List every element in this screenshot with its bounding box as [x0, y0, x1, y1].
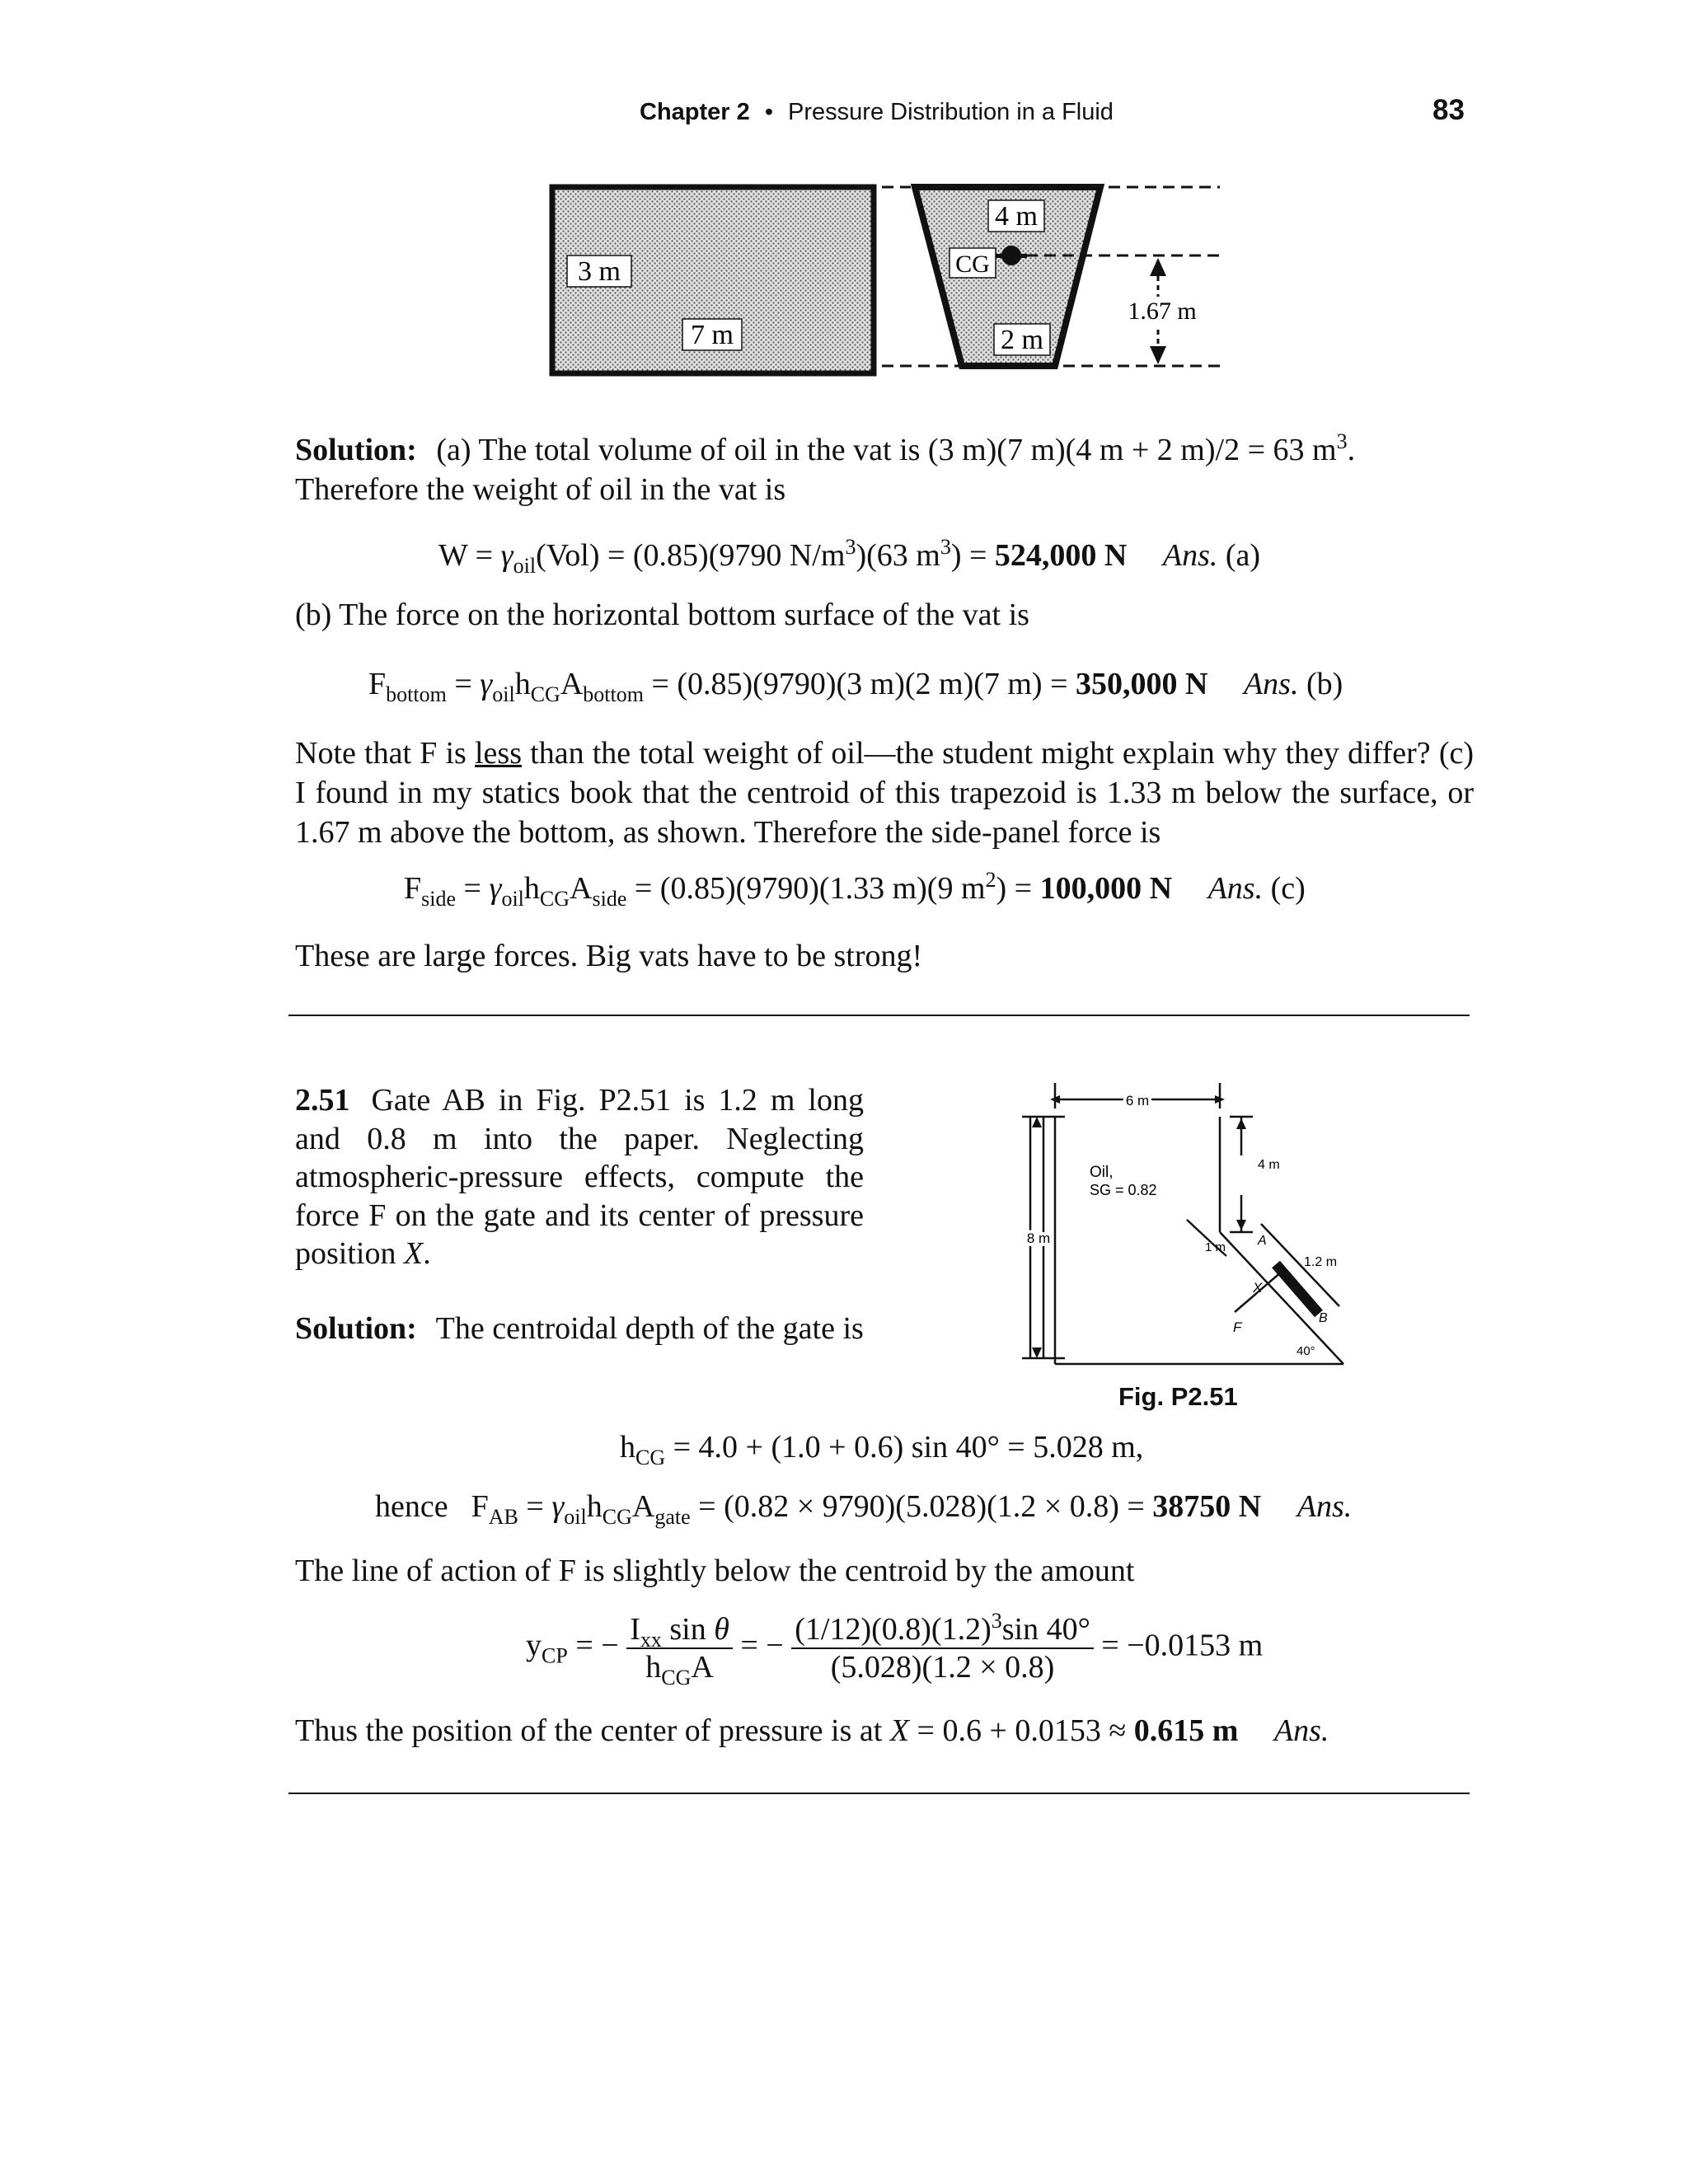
chapter-label: Chapter 2	[640, 99, 750, 125]
solution-a-line1: (a) The total volume of oil in the vat is (3 m)(7 m)(4 m + 2 m)/2 = 63 m	[436, 433, 1337, 467]
point-a-label: A	[1258, 1234, 1267, 1248]
equation-ycp: $y_{CP}$ = − $\frac{I_{xx} \sin \theta}{h_{CG}A}$ = − $\frac{(1/12)(0.8)(1.2)^3\sin 40^\circ}{(5.028)(1.2 \times 0.8)}$ = −0.0153 m	[526, 1609, 1264, 1690]
cg-height-label: 1.67 m	[1128, 298, 1197, 325]
conclusion-line: Thus the position of the center of pressure is at X = 0.6 + 0.0153 ≈ 0.615 m Ans.	[295, 1713, 1329, 1748]
point-b-label: B	[1319, 1311, 1328, 1325]
fluid-label: Oil,	[1090, 1164, 1114, 1181]
running-header	[640, 96, 1114, 129]
gate-length-label: 1.2 m	[1304, 1255, 1338, 1269]
figure-caption: Fig. P2.51	[1118, 1382, 1238, 1411]
answer-center-of-pressure: 0.615 m	[1133, 1713, 1239, 1748]
part-b-text: (b) The force on the horizontal bottom surface of the vat is	[295, 598, 1029, 632]
fraction-ixx: $\frac{I_{xx} \sin \theta}{h_{CG}A}$	[626, 1611, 733, 1685]
force-label: F	[1233, 1319, 1242, 1335]
line-of-action-text: The line of action of F is slightly below the centroid by the amount	[295, 1554, 1135, 1588]
equation-weight: $W = \gamma_{oil}(Vol) = (0.85)(9790$ $N/m^3)(63$ $m^3) = 524,000$ N Ans. (a)	[438, 535, 1261, 578]
problem-251-statement: 2.51 Gate AB in Fig. P2.51 is 1.2 m long and 0.8 m into the paper. Neglecting atmospheric-pressure effects, compute the force F on the gate and its center of pressure position X.	[295, 1083, 864, 1271]
gate-height-label: 8 m	[1026, 1230, 1051, 1246]
solution-a-paragraph: Solution: (a) The total volume of oil in the vat is (3 m)(7 m)(4 m + 2 m)/2 = 63 $m^3$. Therefore the weight of oil in the vat is	[295, 429, 1356, 507]
note-paragraph: Note that F is less than the total weight of oil—the student might explain why they differ? (c) I found in my statics book that the centroid of this trapezoid is 1.33 m below the surface, or 1.67 m above the bottom, as shown. Therefore the side-panel force is	[295, 736, 1475, 850]
vat-figure	[540, 173, 1228, 383]
gate-depth-label: 4 m	[1258, 1158, 1280, 1172]
solution-251-heading: Solution:	[295, 1311, 417, 1346]
equation-bottom-force: $F_{bottom} = \gamma_{oil}h_{CG}A_{bottom} = (0.85)(9790)(3$ m)(2 m)(7 m) = 350,000 N Ans. (b)	[368, 667, 1343, 706]
solution-a-line2: Therefore the weight of oil in the vat is	[295, 472, 786, 507]
answer-bottom-force: 350,000 N	[1076, 667, 1208, 701]
underlined-less: less	[474, 736, 522, 771]
vat-top-width-label: 4 m	[995, 201, 1038, 232]
gate-width-label: 6 m	[1125, 1093, 1150, 1108]
problem-number: 2.51	[295, 1083, 350, 1118]
ycp-result: = −0.0153 m	[1093, 1628, 1264, 1663]
equation-fab: hence $F_{AB} = \gamma_{oil}h_{CG}A_{gate} = (0.82 \times 9790)(5.028)(1.2 \times 0.8) = 38750$ N Ans.	[375, 1489, 1353, 1529]
page-number: 83	[1432, 94, 1465, 126]
offset-label: 1 m	[1205, 1240, 1226, 1254]
vat-bottom-width-label: 2 m	[1001, 325, 1043, 355]
bottom-divider	[288, 1793, 1470, 1794]
solution-a-heading: Solution:	[295, 433, 417, 467]
answer-force-ab: 38750 N	[1152, 1489, 1262, 1524]
gate-figure	[1014, 1080, 1376, 1368]
sg-label: SG = 0.82	[1090, 1182, 1157, 1198]
equation-side-force: $F_{side} = \gamma_{oil}h_{CG}A_{side} = (0.85)(9790)(1.33$ m)(9 $m^2) = 100,000$ N Ans. (c)	[404, 868, 1306, 911]
problem-251-solution: Solution: The centroidal depth of the gate is	[295, 1311, 864, 1346]
answer-side-force: 100,000 N	[1039, 871, 1173, 906]
vat-width-label: 3 m	[578, 256, 621, 287]
header-bullet: •	[764, 99, 773, 125]
answer-weight: 524,000 N	[994, 538, 1128, 573]
part-c-text: (c) I found in my statics book that the centroid of this trapezoid is 1.33 m below the surface, or 1.67 m above the bottom, as shown. Therefore the side-panel force is	[295, 736, 1475, 850]
vat-length-label: 7 m	[691, 320, 734, 350]
closing-sentence: These are large forces. Big vats have to be strong!	[295, 939, 923, 973]
equation-hcg: $h_{CG} = 4.0 + (1.0 + 0.6)$ sin 40° = 5.028 m,	[620, 1430, 1144, 1469]
angle-label: 40°	[1296, 1344, 1315, 1358]
section-divider	[288, 1015, 1470, 1016]
fraction-numeric: $\frac{(1/12)(0.8)(1.2)^3\sin 40^\circ}{(5.028)(1.2 \times 0.8)}$	[791, 1611, 1094, 1685]
x-label: X	[1253, 1280, 1263, 1296]
chapter-title: Pressure Distribution in a Fluid	[788, 99, 1114, 125]
gate-ab	[1276, 1264, 1319, 1314]
vat-cg-label: CG	[955, 251, 990, 278]
